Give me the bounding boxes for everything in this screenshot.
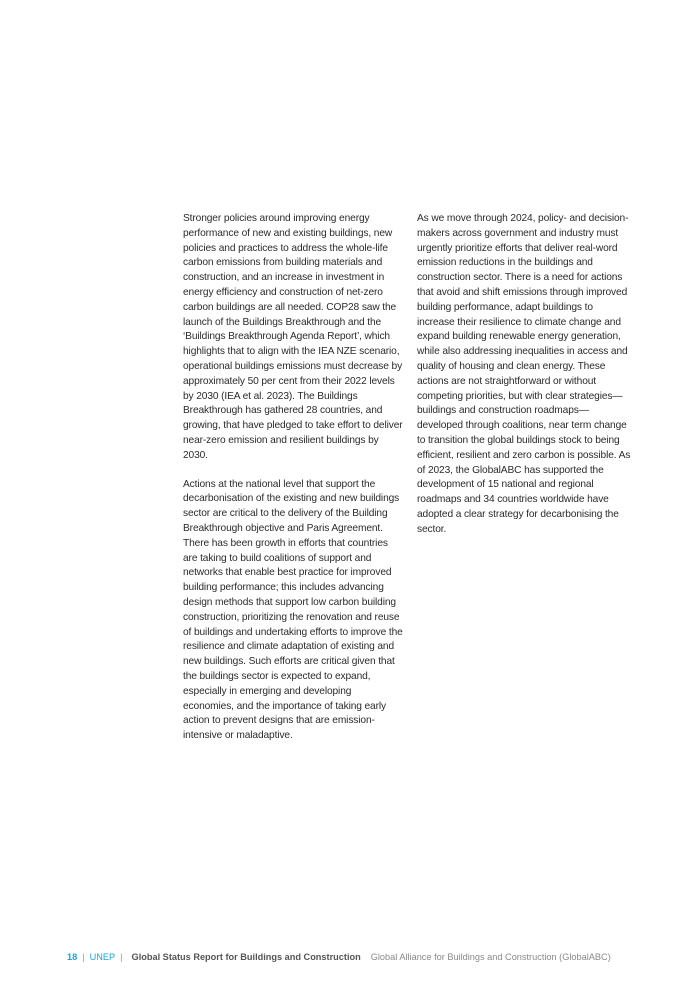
footer-org: UNEP: [89, 952, 116, 962]
page-footer: [67, 952, 611, 962]
footer-separator: |: [120, 952, 123, 962]
paragraph: Stronger policies around improving energy performance of new and existing buildings, new policies and practices to address the whole-life carbon emissions from building materials and construction, and an increase in investment in energy efficiency and construction of net-zero carbon buildings are all needed. COP28 saw the launch of the Buildings Breakthrough and the ‘Buildings Breakthrough Agenda Report’, which highlights that to align with the IEA NZE scenario, operational buildings emissions must decrease by approximately 50 per cent from their 2022 levels by 2030 (IEA et al. 2023). The Buildings Breakthrough has gathered 28 countries, and growing, that have pledged to take effort to deliver near-zero emission and resilient buildings by 2030.: [183, 213, 403, 461]
paragraph: Actions at the national level that support the decarbonisation of the existing and new buildings sector are critical to the delivery of the Building Breakthrough objective and Paris Agreement. There has been growth in efforts that countries are taking to build coalitions of support and networks that enable best practice for improved building performance; this includes advancing design methods that support low carbon building construction, prioritizing the renovation and reuse of buildings and undertaking efforts to improve the resilience and climate adaptation of existing and new buildings. Such efforts are critical given that the buildings sector is expected to expand, especially in emerging and developing economies, and the importance of taking early action to prevent designs that are emission-intensive or maladaptive.: [183, 478, 403, 742]
body-column-left: [183, 212, 403, 744]
footer-report-title: Global Status Report for Buildings and Construction: [131, 952, 361, 962]
footer-publisher: Global Alliance for Buildings and Construction (GlobalABC): [370, 952, 611, 962]
page-number: 18: [67, 952, 78, 962]
footer-separator: |: [82, 952, 85, 962]
paragraph: As we move through 2024, policy- and decision-makers across government and industry must urgently prioritize efforts that deliver real-word emission reductions in the buildings and construction sector. There is a need for actions that avoid and shift emissions through improved building performance, adapt buildings to increase their resilience to climate change and expand building renewable energy generation, while also addressing inequalities in access and quality of housing and clean energy. These actions are not straightforward or without competing priorities, but with clear strategies—buildings and construction roadmaps—developed through coalitions, near term change to transition the global buildings stock to being efficient, resilient and zero carbon is possible. As of 2023, the GlobalABC has supported the development of 15 national and regional roadmaps and 34 countries worldwide have adopted a clear strategy for decarbonising the sector.: [417, 213, 631, 535]
body-column-right: [417, 212, 633, 538]
